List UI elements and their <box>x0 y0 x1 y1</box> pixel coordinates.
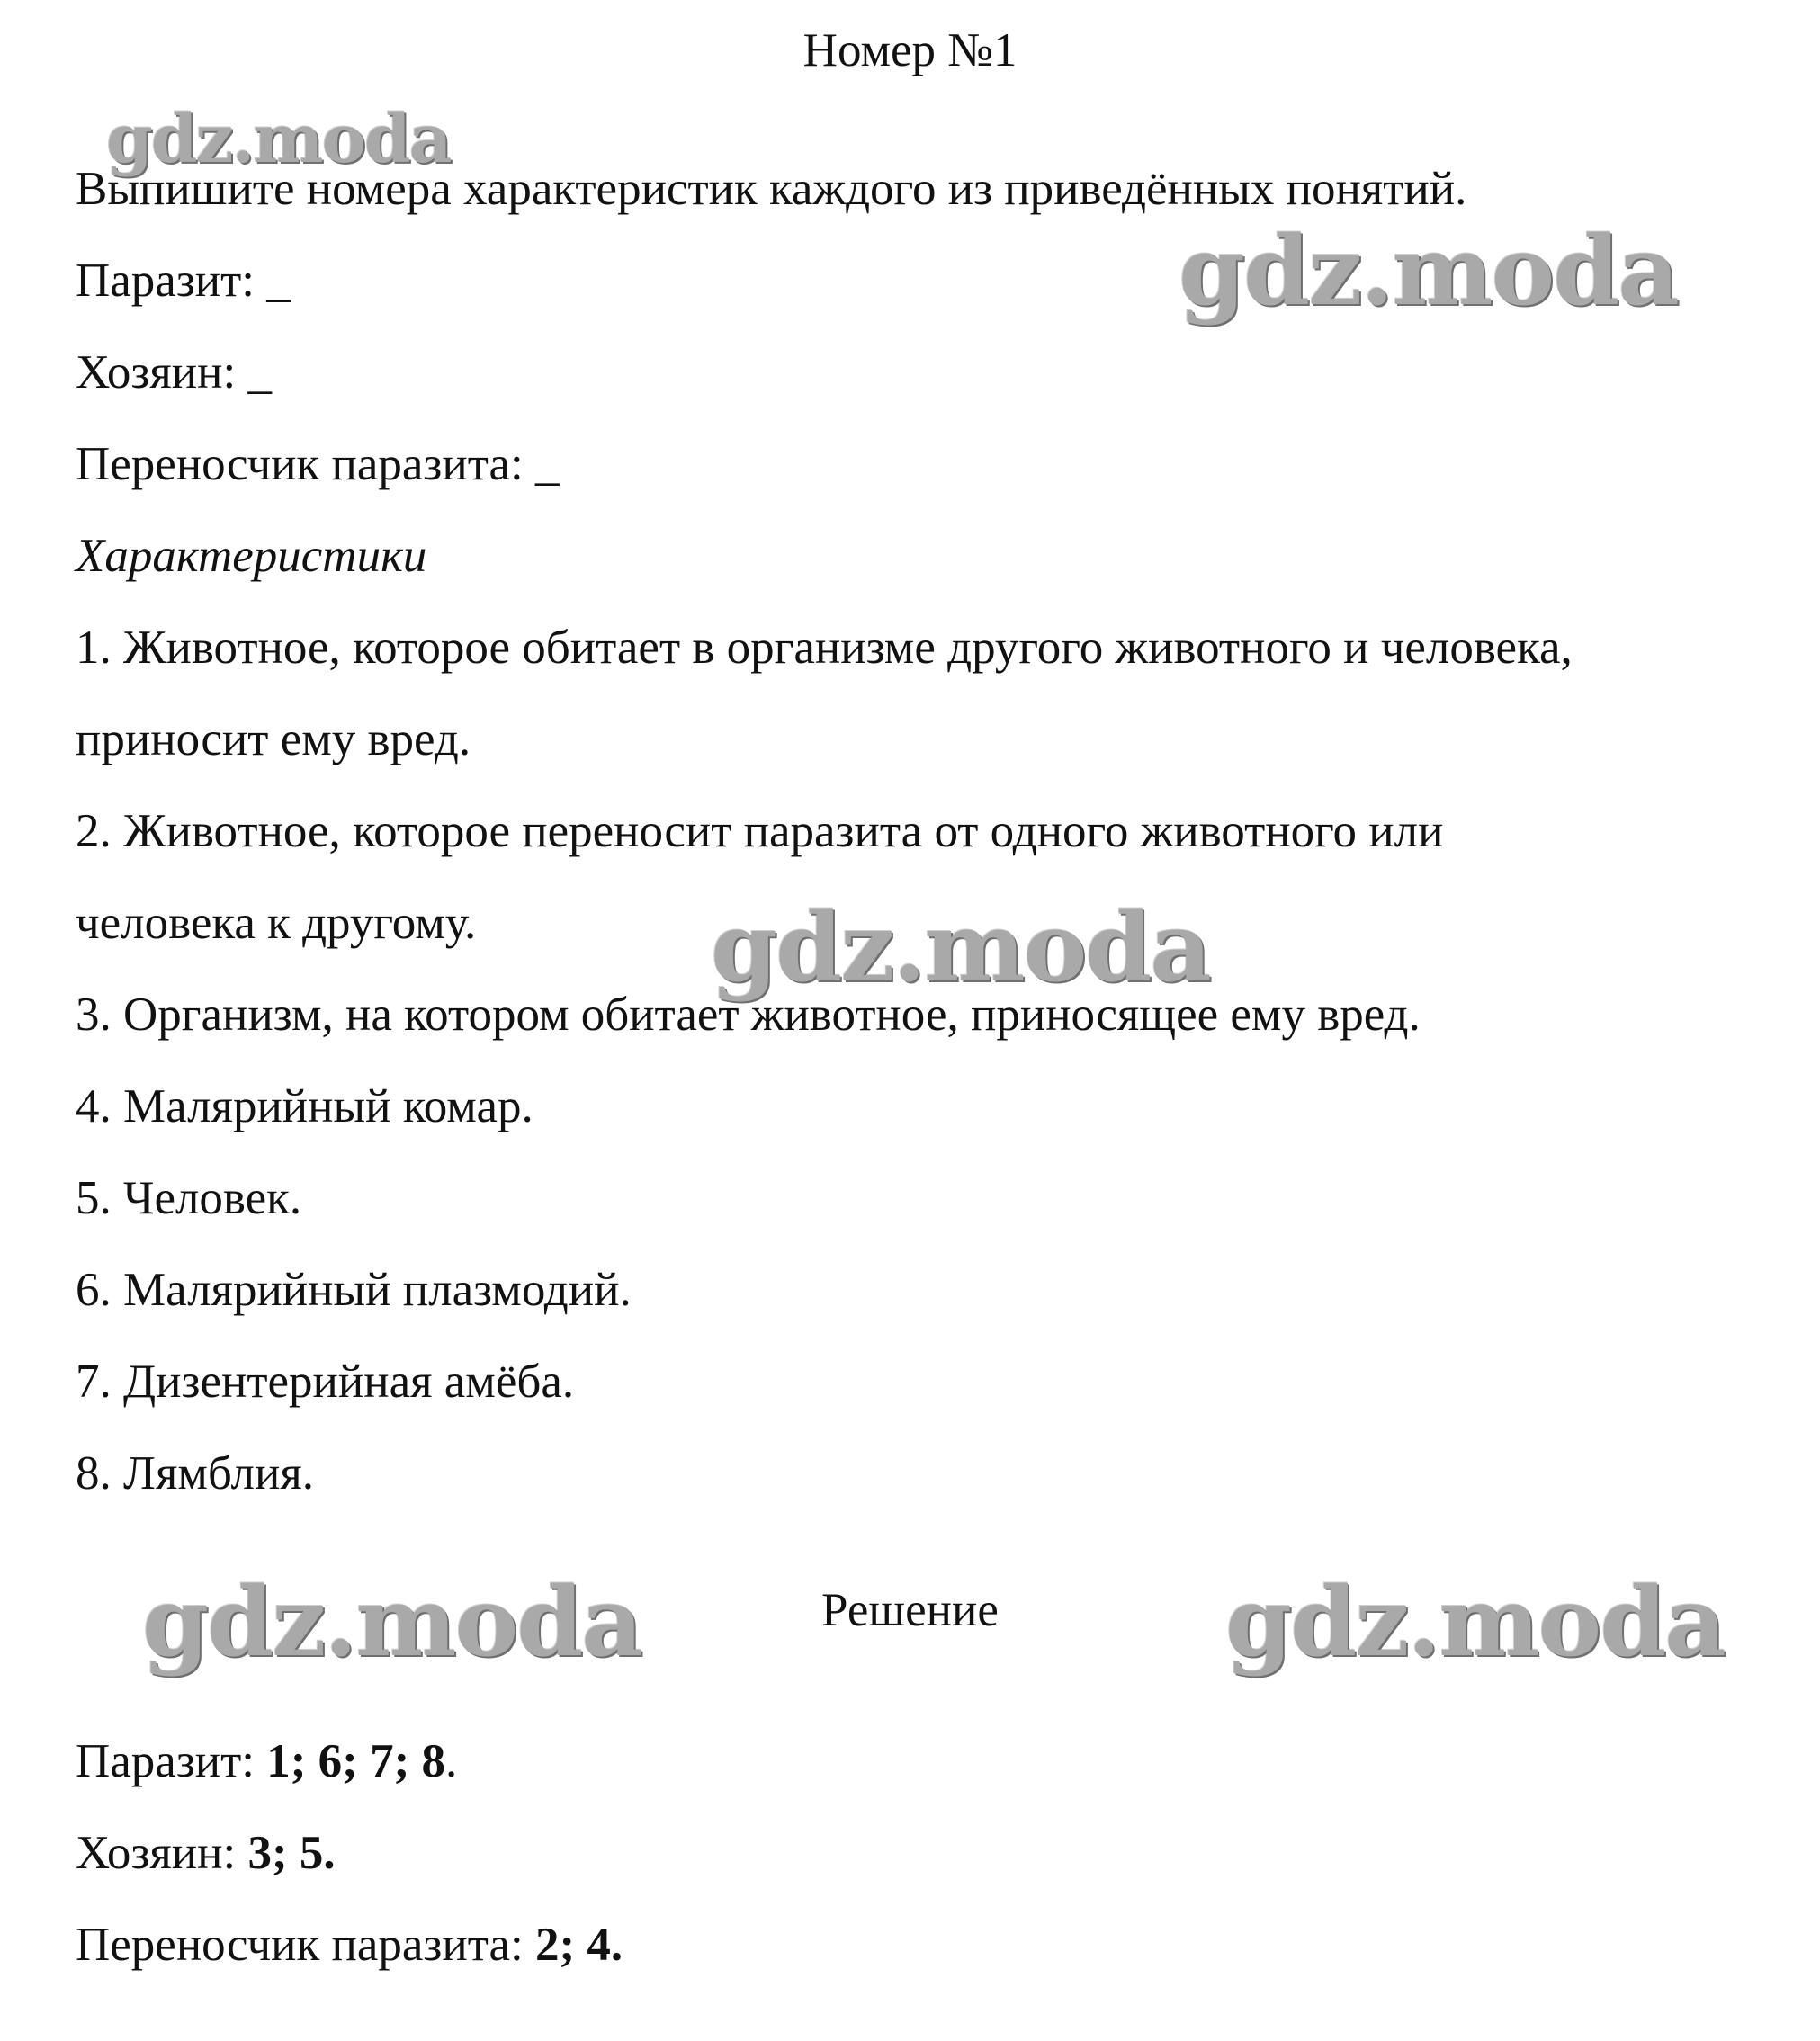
watermark: gdz.moda <box>1225 1565 1725 1678</box>
answer-host <box>76 1826 336 1880</box>
characteristic-item: 7. Дизентерийная амёба. <box>76 1356 575 1408</box>
answer-parasite <box>76 1734 457 1788</box>
blank-vector: Переносчик паразита: _ <box>76 438 560 490</box>
blank-parasite: Паразит: _ <box>76 255 291 307</box>
characteristic-item: 1. Животное, которое обитает в организме другого животного и человека, <box>76 622 1573 674</box>
watermark: gdz.moda <box>711 891 1210 1003</box>
watermark: gdz.moda <box>1179 214 1678 327</box>
characteristic-item: 6. Малярийный плазмодий. <box>76 1264 632 1316</box>
answer-tail: . <box>444 1735 458 1787</box>
answer-label: Паразит: <box>76 1735 267 1787</box>
characteristic-item: приносит ему вред. <box>76 713 471 765</box>
characteristic-item: 2. Животное, которое переносит паразита от одного животного или <box>76 805 1444 857</box>
blank-host: Хозяин: _ <box>76 346 272 398</box>
characteristic-item: человека к другому. <box>76 897 477 949</box>
task-instruction: Выпишите номера характеристик каждого из приведённых понятий. <box>76 163 1467 215</box>
characteristic-item: 3. Организм, на котором обитает животное, приносящее ему вред. <box>76 989 1421 1041</box>
characteristic-item: 4. Малярийный комар. <box>76 1080 533 1132</box>
watermark: gdz.moda <box>142 1565 641 1678</box>
answer-value: 1; 6; 7; 8 <box>266 1735 445 1787</box>
characteristics-heading: Характеристики <box>76 530 427 582</box>
answer-value: 2; 4. <box>535 1919 623 1971</box>
watermark: gdz.moda <box>106 101 451 178</box>
answer-vector <box>76 1918 623 1972</box>
page-title: Номер №1 <box>802 24 1018 76</box>
characteristic-item: 5. Человек. <box>76 1172 302 1224</box>
answer-value: 3; 5. <box>247 1827 336 1879</box>
solution-heading: Решение <box>821 1584 999 1636</box>
answer-label: Хозяин: <box>76 1827 248 1879</box>
characteristic-item: 8. Лямблия. <box>76 1447 314 1499</box>
answer-label: Переносчик паразита: <box>76 1919 536 1971</box>
